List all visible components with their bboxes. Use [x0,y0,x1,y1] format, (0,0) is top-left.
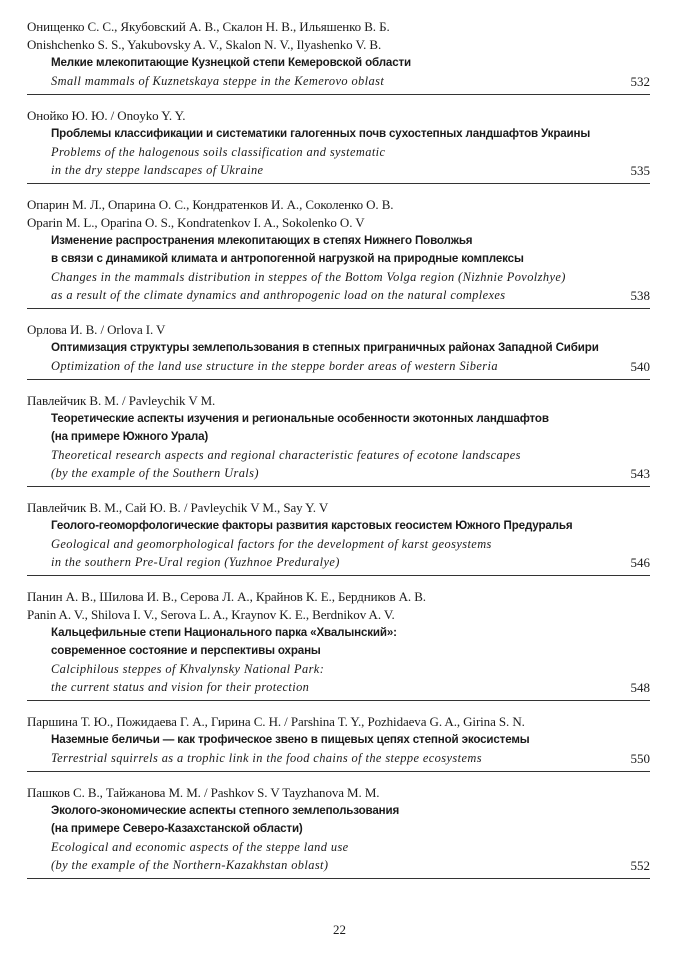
title-en-line: in the dry steppe landscapes of Ukraine [51,163,264,177]
title-en-line: (by the example of the Southern Urals) [51,466,259,480]
toc-entry [27,392,650,487]
page-ref[interactable]: 548 [630,680,650,695]
authors-en: Oparin M. L., Oparina O. S., Kondratenkov I. A., Sokolenko O. V [27,215,365,230]
authors-ru: Павлейчик В. М., Сай Ю. В. / Pavleychik V M., Say Y. V [27,500,329,515]
title-en-line: (by the example of the Northern-Kazakhstan oblast) [51,858,329,872]
title-en-line: Small mammals of Kuznetskaya steppe in the Kemerovo oblast [51,74,385,88]
authors-ru: Орлова И. В. / Orlova I. V [27,322,166,337]
toc-entry [27,499,650,576]
title-en-line: Changes in the mammals distribution in steppes of the Bottom Volga region (Nizhnie Povolzhye) [51,270,566,284]
title-ru-line: Теоретические аспекты изучения и региональные особенности экотонных ландшафтов [51,412,549,425]
authors-ru: Онойко Ю. Ю. / Onoyko Y. Y. [27,108,186,123]
title-en-line: Terrestrial squirrels as a trophic link in the food chains of the steppe ecosystems [51,751,482,765]
title-ru-line: Эколого-экономические аспекты степного землепользования [51,804,400,817]
authors-ru: Павлейчик В. М. / Pavleychik V M. [27,393,216,408]
page-number: 22 [333,922,346,937]
toc-entry [27,588,650,701]
title-ru-line: Наземные беличьи — как трофическое звено в пищевых цепях степной экосистемы [51,733,530,746]
authors-ru: Опарин М. Л., Опарина О. С., Кондратенков И. А., Соколенко О. В. [27,197,394,212]
authors-ru: Паршина Т. Ю., Пожидаева Г. А., Гирина С. Н. / Parshina T. Y., Pozhidaeva G. A., Girina S. N. [27,714,525,729]
toc-entry [27,321,650,380]
title-ru-line: Геолого-геоморфологические факторы развития карстовых геосистем Южного Предуралья [51,519,573,532]
authors-en: Onishchenko S. S., Yakubovsky A. V., Skalon N. V., Ilyashenko V. B. [27,37,382,52]
title-en-line: Optimization of the land use structure in the steppe border areas of western Siberia [51,359,498,373]
title-ru-line: (на примере Южного Урала) [51,430,209,443]
authors-ru: Панин А. В., Шилова И. В., Серова Л. А., Крайнов К. Е., Бердников А. В. [27,589,426,604]
title-ru-line: (на примере Северо-Казахстанской области) [51,822,303,835]
table-of-contents [27,18,650,891]
page-ref[interactable]: 546 [630,555,650,570]
title-ru-line: в связи с динамикой климата и антропогенной нагрузкой на природные комплексы [51,252,524,265]
authors-ru: Пашков С. В., Тайжанова М. М. / Pashkov S. V Tayzhanova M. M. [27,785,380,800]
page-ref[interactable]: 535 [630,163,650,178]
toc-entry [27,107,650,184]
toc-entry [27,196,650,309]
title-en-line: Theoretical research aspects and regional characteristic features of ecotone landscapes [51,448,521,462]
page-ref[interactable]: 552 [630,858,650,873]
title-ru-line: Мелкие млекопитающие Кузнецкой степи Кемеровской области [51,56,412,69]
title-ru-line: Кальцефильные степи Национального парка «Хвалынский»: [51,626,397,639]
authors-en: Panin A. V., Shilova I. V., Serova L. A., Kraynov K. E., Berdnikov A. V. [27,607,395,622]
page-ref[interactable]: 550 [630,751,650,766]
toc-entry [27,784,650,879]
title-en-line: Geological and geomorphological factors for the development of karst geosystems [51,537,492,551]
page-ref[interactable]: 543 [630,466,650,481]
page-ref[interactable]: 540 [630,359,650,374]
title-ru-line: современное состояние и перспективы охраны [51,644,321,657]
title-ru-line: Проблемы классификации и систематики галогенных почв сухостепных ландшафтов Украины [51,127,591,140]
title-ru-line: Оптимизация структуры землепользования в степных приграничных районах Западной Сибири [51,341,599,354]
title-en-line: Problems of the halogenous soils classification and systematic [51,145,386,159]
title-ru-line: Изменение распространения млекопитающих в степях Нижнего Поволжья [51,234,473,247]
toc-entry [27,713,650,772]
title-en-line: the current status and vision for their protection [51,680,310,694]
title-en-line: Ecological and economic aspects of the steppe land use [51,840,349,854]
title-en-line: as a result of the climate dynamics and anthropogenic load on the natural complexes [51,288,506,302]
title-en-line: in the southern Pre-Ural region (Yuzhnoe Preduralye) [51,555,340,569]
page-ref[interactable]: 538 [630,288,650,303]
title-en-line: Calciphilous steppes of Khvalynsky National Park: [51,662,325,676]
authors-ru: Онищенко С. С., Якубовский А. В., Скалон Н. В., Ильяшенко В. Б. [27,19,390,34]
page-ref[interactable]: 532 [630,74,650,89]
toc-entry [27,18,650,95]
